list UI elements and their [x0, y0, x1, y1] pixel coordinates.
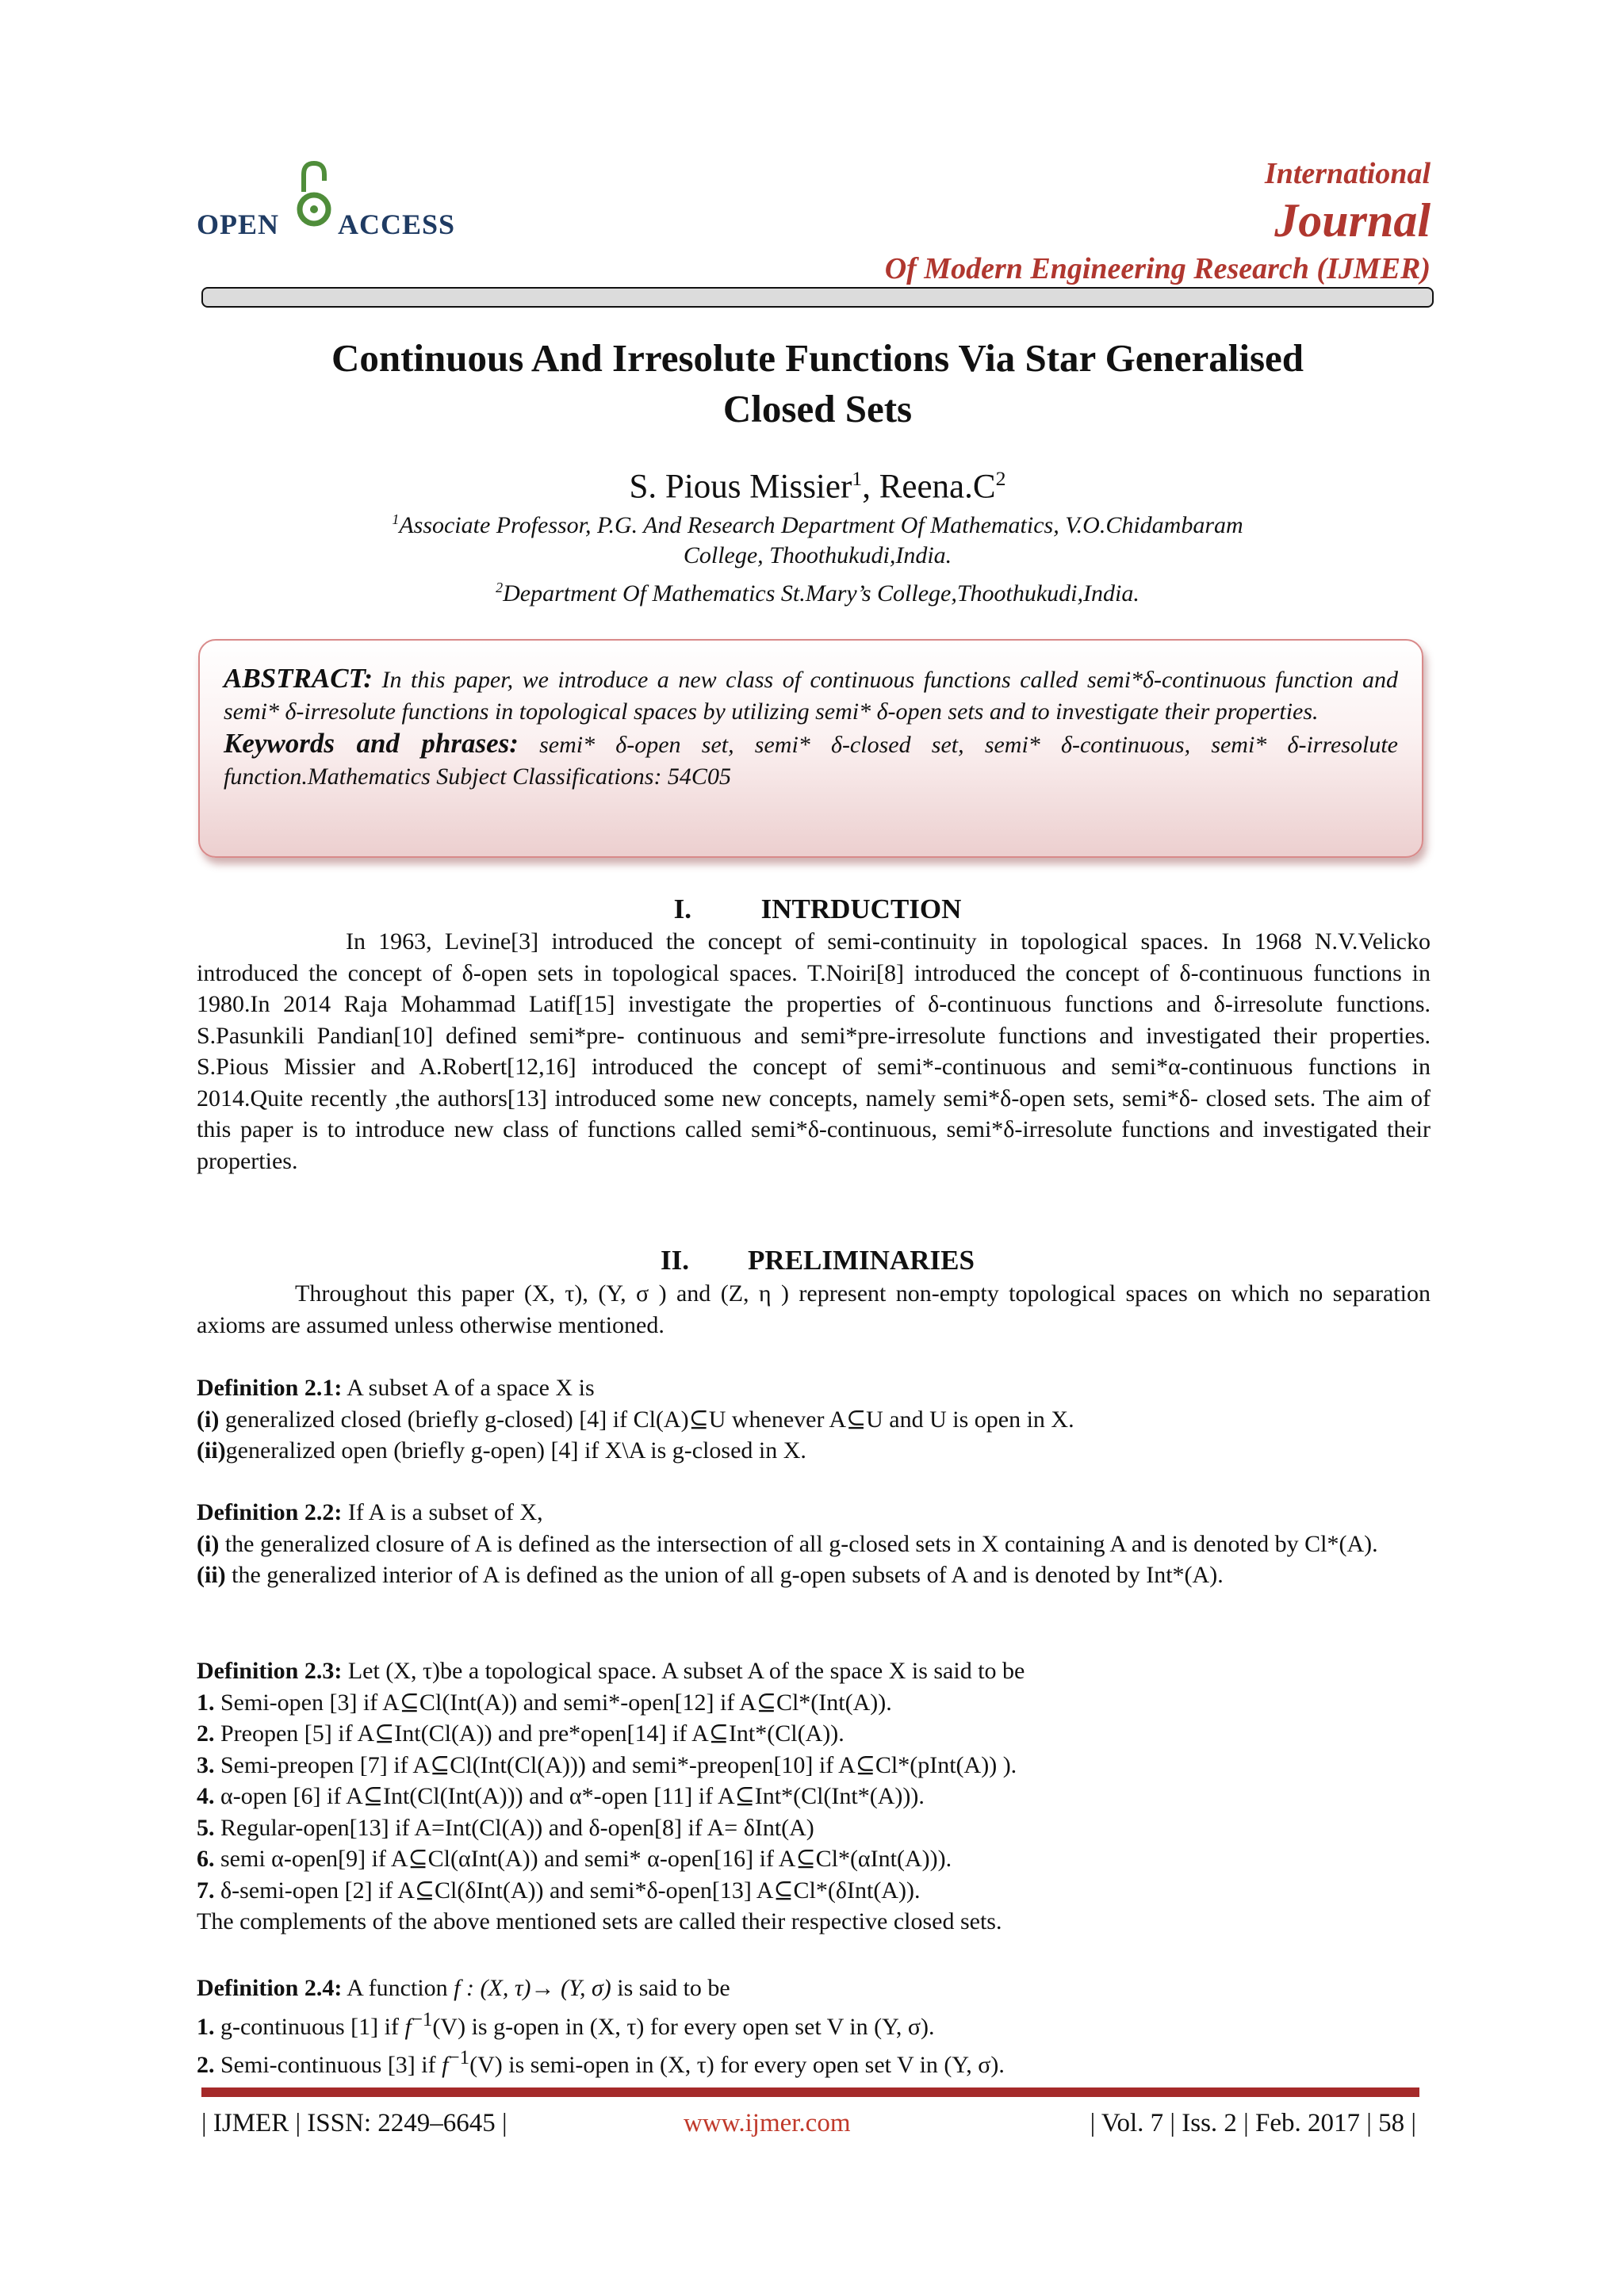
affiliation-1-line2: College, Thoothukudi,India. [683, 542, 952, 568]
paper-title-line2: Closed Sets [722, 387, 913, 430]
abstract-text: In this paper, we introduce a new class of continuous functions called semi*δ-continuous function and semi* δ-irresolute functions in topological spaces by utilizing semi* δ-open sets and to investigate their properties. [224, 667, 1398, 725]
def24-label: Definition 2.4: [197, 1975, 343, 2001]
keywords-paragraph [224, 728, 1398, 793]
footer-website-link[interactable]: www.ijmer.com [684, 2109, 851, 2137]
definition-2-4: Definition 2.4: A function f : (X, τ)→ (Y, σ) is said to be 1. g-continuous [1] if $f^{-1}(V)$ is g-open in (X, τ) for every open set V in (Y, σ). 2. Semi-continuous [3] if $f^{-1}(V)$ is semi-open in (X, τ) for every open set V in (Y, σ). [197, 1973, 1431, 2081]
paper-title [201, 333, 1434, 434]
open-access-lock-icon [296, 160, 332, 233]
keywords-text: semi* δ-open set, semi* δ-closed set, semi* δ-continuous, semi* δ-irresolute function.Mathematics Subject Classifications: 54C05 [224, 732, 1398, 790]
affiliation-2 [201, 572, 1434, 609]
intro-text: In 1963, Levine[3] introduced the concept of semi-continuity in topological spaces. In 1968 N.V.Velicko introduced the concept of δ-open sets in topological spaces. T.Noiri[8] introduced the concept of δ-continuous functions in 1980.In 2014 Raja Mohammad Latif[15] investigate the properties of δ-continuous functions and δ-irresolute functions. S.Pasunkili Pandian[10] defined semi*pre- continuous and semi*pre-irresolute functions and investigated their properties. S.Pious Missier and A.Robert[12,16] introduced the concept of semi*-continuous and semi*α-continuous functions in 2014.Quite recently ,the authors[13] introduced some new concepts, namely semi*δ-open sets, semi*δ- closed sets. The aim of this paper is to introduce new class of functions called semi*δ-continuous, semi*δ-irresolute functions and investigated their properties. [197, 928, 1431, 1174]
journal-masthead [885, 155, 1431, 287]
keywords-label: Keywords and phrases: [224, 728, 519, 759]
section-prelim-title: PRELIMINARIES [748, 1245, 975, 1276]
footer-rule [201, 2087, 1419, 2097]
author-list [201, 458, 1434, 507]
prelim-paragraph [197, 1278, 1431, 1341]
definition-2-3 [197, 1655, 1431, 1938]
author-1: S. Pious Missier [629, 468, 852, 506]
def24-item: 1. g-continuous [1] if $f^{-1}(V)$ is g-open in (X, τ) for every open set V in (Y, σ). [197, 2008, 935, 2040]
definition-2-2 [197, 1497, 1431, 1591]
def21-label: Definition 2.1: [197, 1375, 343, 1401]
section-intro-heading [201, 894, 1434, 925]
journal-international: International [1264, 157, 1431, 190]
footer-volume-page: | Vol. 7 | Iss. 2 | Feb. 2017 | 58 | [1090, 2109, 1416, 2137]
footer-issn: | IJMER | ISSN: 2249–6645 | [201, 2109, 508, 2137]
def23-text: Let (X, τ)be a topological space. A subset A of the space X is said to be [342, 1658, 1025, 1684]
def24-item: 2. Semi-continuous [3] if $f^{-1}(V)$ is semi-open in (X, τ) for every open set V in (Y, σ). [197, 2047, 1005, 2078]
def23-item: 1. Semi-open [3] if A⊆Cl(Int(A)) and semi*-open[12] if A⊆Cl*(Int(A)). [197, 1689, 892, 1716]
def21-i-text: generalized closed (briefly g-closed) [4] if Cl(A)⊆U whenever A⊆U and U is open in X. [219, 1406, 1074, 1433]
author-2-sup: 2 [995, 467, 1006, 490]
def22-i-text: the generalized closure of A is defined as the intersection of all g-closed sets in X containing A and is denoted by Cl*(A). [219, 1530, 1378, 1557]
open-access-access: ACCESS [338, 209, 456, 240]
intro-paragraph [197, 926, 1431, 1177]
def23-item: 2. Preopen [5] if A⊆Int(Cl(A)) and pre*open[14] if A⊆Int*(Cl(A)). [197, 1720, 845, 1747]
def23-item: 6. semi α-open[9] if A⊆Cl(αInt(A)) and semi* α-open[16] if A⊆Cl*(αInt(A))). [197, 1846, 952, 1872]
open-access-open: OPEN [197, 209, 280, 240]
affiliation-1-sup: 1 [392, 511, 400, 527]
def22-ii-label: (ii) [197, 1562, 226, 1588]
def23-label: Definition 2.3: [197, 1658, 343, 1684]
abstract-label: ABSTRACT: [224, 663, 373, 694]
def23-item: 3. Semi-preopen [7] if A⊆Cl(Int(Cl(A))) and semi*-preopen[10] if A⊆Cl*(pInt(A)) ). [197, 1751, 1017, 1778]
section-intro-number: I. [673, 894, 691, 924]
def22-i-label: (i) [197, 1530, 220, 1557]
author-1-sup: 1 [852, 467, 863, 490]
author-2: , Reena.C [862, 468, 996, 506]
definition-2-1 [197, 1372, 1431, 1467]
section-intro-title: INTRDUCTION [760, 894, 962, 924]
journal-subtitle: Of Modern Engineering Research (IJMER) [884, 252, 1431, 285]
def21-ii-label: (ii) [197, 1437, 226, 1464]
def23-item: 4. α-open [6] if A⊆Int(Cl(Int(A))) and α*-open [11] if A⊆Int*(Cl(Int*(A))). [197, 1783, 925, 1809]
def21-i-label: (i) [197, 1406, 220, 1433]
def21-text: A subset A of a space X is [342, 1375, 595, 1401]
paper-title-line1: Continuous And Irresolute Functions Via Star Generalised [331, 336, 1304, 380]
section-prelim-heading [201, 1245, 1434, 1276]
def22-text: If A is a subset of X, [342, 1499, 543, 1525]
section-prelim-number: II. [661, 1245, 690, 1276]
def21-ii-text: generalized open (briefly g-open) [4] if X\A is g-closed in X. [225, 1437, 806, 1464]
def24-function: f : (X, τ)→ (Y, σ) [454, 1975, 611, 2001]
abstract-box [198, 639, 1423, 858]
def23-closing: The complements of the above mentioned sets are called their respective closed sets. [197, 1908, 1002, 1934]
header-divider-bar [201, 287, 1434, 308]
affiliation-2-text: Department Of Mathematics St.Mary’s College,Thoothukudi,India. [503, 580, 1139, 607]
affiliation-1-line1: Associate Professor, P.G. And Research Department Of Mathematics, V.O.Chidambaram [399, 512, 1243, 538]
prelim-text: Throughout this paper (X, τ), (Y, σ ) and (Z, η ) represent non-empty topological spaces on which no separation axioms are assumed unless otherwise mentioned. [197, 1280, 1431, 1338]
def22-label: Definition 2.2: [197, 1499, 343, 1525]
def23-item: 5. Regular-open[13] if A=Int(Cl(A)) and δ-open[8] if A= δInt(A) [197, 1814, 814, 1841]
abstract-paragraph [224, 663, 1398, 728]
journal-name: Journal [1274, 194, 1431, 247]
affiliation-2-sup: 2 [496, 580, 504, 595]
affiliation-1 [201, 504, 1434, 571]
def23-item: 7. δ-semi-open [2] if A⊆Cl(δInt(A)) and semi*δ-open[13] A⊆Cl*(δInt(A)). [197, 1877, 921, 1904]
def22-ii-text: the generalized interior of A is defined as the union of all g-open subsets of A and is denoted by Int*(A). [225, 1562, 1224, 1588]
